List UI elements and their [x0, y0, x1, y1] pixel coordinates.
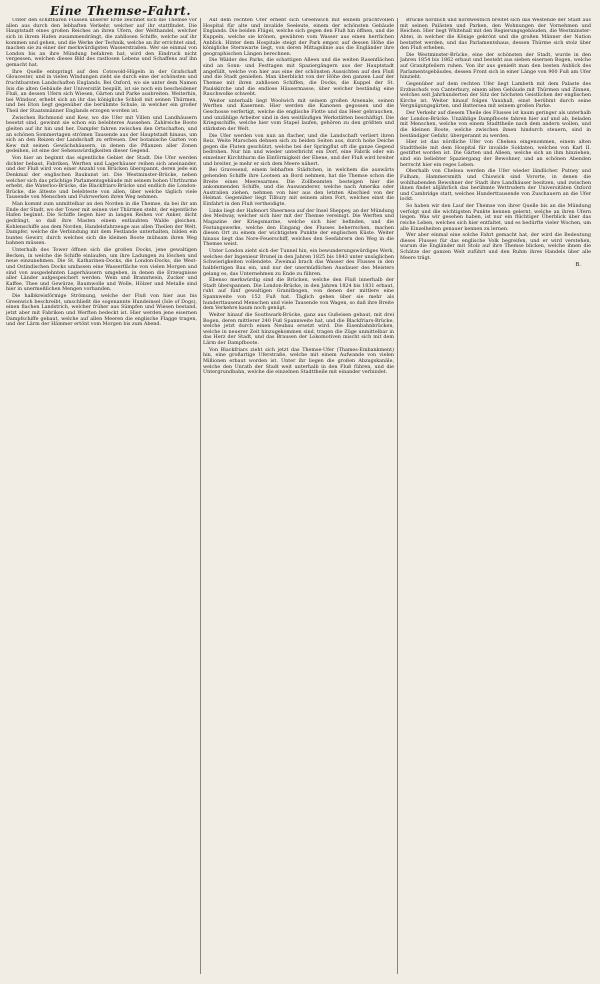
paragraph: Man kommt zum unmittelbar an den Norden in die Themse, da bei ihr am Ende der Stadt, wo der Tower mit seinen vier Thürmen steht, der eigentliche Hafen beginnt. Die Schiffe liegen hier in langen Reihen vor Anker, dicht gedrängt, so daß ihre Masten einem entlaubten Walde gleichen. Kohlenschiffe aus dem Norden, Handelsfahrzeuge aus allen Theilen der Welt, Dampfer, welche die Verbindung mit dem Festlande unterhalten, bilden ein buntes Gewirr, durch welches sich die kleinen Boote mühsam ihren Weg bahnen müssen. [6, 201, 197, 247]
paragraph: Die Wälder des Parks, die schattigen Alleen und die weiten Rasenflächen sind an Sonn- und Festtagen mit Spaziergängern aus der Hauptstadt angefüllt, welche von hier aus eine der schönsten Aussichten auf den Fluß und die Stadt genießen. Man überblickt von der Höhe den ganzen Lauf der Themse mit ihren zahllosen Schiffen, die Docks, die Kuppel der St. Paulskirche und die endlose Häusermasse, über welcher beständig eine Rauchwolke schwebt. [203, 57, 394, 98]
paragraph: Unterhalb des Tower öffnen sich die großen Docks, jene gewaltigen Becken, in welche die Schiffe einlaufen, um ihre Ladungen zu löschen und neue einzunehmen. Die St. Katharinen-Docks, die London-Docks, die West- und Ostindischen Docks umfassen eine Wasserfläche von vielen Morgen und sind von ausgedehnten Lagerhäusern umgeben, in denen die Erzeugnisse aller Länder aufgespeichert werden. Wein und Branntwein, Zucker und Kaffee, Thee und Gewürze, Baumwolle und Wolle, Hölzer und Metalle sind hier in unermeßlichen Mengen vorhanden. [6, 247, 197, 293]
paragraph: Auf dem rechten Ufer erhebt sich Greenwich mit seinem prachtvollen Hospital für alte und invalide Seeleute, einem der schönsten Gebäude Englands. Die beiden Flügel, welche sich gegen den Fluß hin öffnen, und die Kuppeln, welche sie krönen, gewähren vom Wasser aus einen herrlichen Anblick. Hinter dem Hospitale steigt der Park empor, auf dessen Höhe die königliche Sternwarte liegt, von deren Mittagslinie aus die Engländer ihre geographischen Längen berechnen. [203, 18, 394, 57]
paragraph: Ebenso merkwürdig sind die Brücken, welche den Fluß innerhalb der Stadt überspannen. Die London-Brücke, in den Jahren 1824 bis 1831 erbaut, ruht auf fünf gewaltigen Granitbogen, von denen der mittlere eine Spannweite von 152 Fuß hat. Täglich gehen über sie mehr als hunderttausend Menschen und viele Tausende von Wagen, so daß ihre Breite dem Verkehre kaum noch genügt. [203, 277, 394, 312]
paragraph: Die halbkreisförmige Strömung, welche der Fluß von hier aus bis Greenwich beschreibt, umschließt die sogenannte Hundeinsel (Isle of Dogs), einen flachen Landstrich, welcher früher aus Sümpfen und Wiesen bestand, jetzt aber mit Fabriken und Werften bedeckt ist. Hier werden jene eisernen Dampfschiffe gebaut, welche auf allen Meeren die englische Flagge tragen, und der Lärm der Hämmer ertönt vom Morgen bis zum Abend. [6, 293, 197, 328]
text-column-2 [203, 18, 394, 974]
text-column-1 [6, 18, 197, 974]
paragraph: So haben wir den Lauf der Themse von ihrer Quelle bis an die Mündung verfolgt und die wichtigsten Punkte kennen gelernt, welche an ihren Ufern liegen. Was wir gesehen haben, ist nur ein flüchtiger Überblick über das reiche Leben, welches sich hier entfaltet, und es bedürfte vieler Wochen, um alle Einzelheiten genauer kennen zu lernen. [400, 203, 591, 232]
paragraph: Bei Gravesend, einem lebhaften Städtchen, in welchem die auswärts gehenden Schiffe ihre Lootsen an Bord nehmen, hat die Themse schon die Breite eines Meeresarmes. Die Zollbeamten besteigen hier die ankommenden Schiffe, und die Auswanderer, welche nach Amerika oder Australien ziehen, nehmen von hier aus den letzten Abschied von der Heimat. Gegenüber liegt Tilbury mit seinem alten Fort, welches einst die Einfahrt in den Fluß vertheidigte. [203, 167, 394, 207]
paragraph: Unter den schiffbaren Flüssen unserer Erde zeichnet sich die Themse vor allen aus durch den lebhaften Verkehr, welcher auf ihr stattfindet. Die Hauptstadt eines großen Reiches an ihren Ufern, der Welthandel, welcher sich in ihrem Hafen zusammendrängt, die zahllosen Schiffe, welche auf ihr kommen und gehen, und die Werke der Technik, welche an ihr errichtet sind, machen sie zu einer der merkwürdigsten Wasserstraßen. Wer sie einmal von London bis an ihre Mündung befahren hat, wird den Eindruck nicht vergessen, welchen dieses Bild des rastlosen Lebens und Schaffens auf ihn gemacht hat. [6, 18, 197, 68]
paragraph: Von hier an beginnt das eigentliche Gebiet der Stadt. Die Ufer werden dichter bebaut, Fabriken, Werften und Lagerhäuser reihen sich aneinander, und der Fluß wird von einer Anzahl von Brücken überspannt, deren jede ein Denkmal der englischen Baukunst ist. Die Westminster-Brücke, neben welcher sich das prächtige Parlamentsgebäude mit seinem hohen Uhrthurme erhebt, die Waterloo-Brücke, die Blackfriars-Brücke und endlich die London-Brücke, die älteste und belebteste von allen, über welche täglich viele Tausende von Menschen und Fuhrwerken ihren Weg nehmen. [6, 155, 197, 201]
text-column-3 [400, 18, 591, 974]
paragraph: Die Ufer werden von nun an flacher, und die Landschaft verliert ihren Reiz. Weite Marschen dehnen sich zu beiden Seiten aus, durch hohe Deiche gegen die Fluten geschützt, welche bei der Springflut oft die ganze Gegend bedrohen. Nur hin und wieder unterbricht ein Dorf, eine Fabrik oder ein einzelner Kirchthurm die Einförmigkeit der Ebene, und der Fluß wird breiter und breiter, je mehr er sich dem Meere nähert. [203, 132, 394, 167]
paragraph: Weiter hinauf die Southwark-Brücke, ganz aus Gußeisen gebaut, mit drei Bogen, deren mittlerer 240 Fuß Spannweite hat, und die Blackfriars-Brücke, welche jetzt durch einen Neubau ersetzt wird. Die Eisenbahnbrücken, welche in neuerer Zeit hinzugekommen sind, tragen die Züge unmittelbar in das Herz der Stadt, und das Brausen der Lokomotiven mischt sich mit dem Lärm der Dampfboote. [203, 311, 394, 346]
paragraph: Die Westminster-Brücke, eine der schönsten der Stadt, wurde in den Jahren 1854 bis 1862 erbaut und besteht aus sieben eisernen Bogen, welche auf Granitpfeilern ruhen. Von ihr aus genießt man den besten Anblick des Parlamentsgebäudes, dessen Front sich in einer Länge von 900 Fuß am Ufer hinzieht. [400, 51, 591, 81]
paragraph: Oberhalb von Chelsea werden die Ufer wieder ländlicher. Putney und Fulham, Hammersmith und Chiswick sind Vororte, in denen die wohlhabenden Bewohner der Stadt ihre Landhäuser besitzen, und zwischen ihnen findet alljährlich das berühmte Wettrudern der Universitäten Oxford und Cambridge statt, welches Hunderttausende von Zuschauern an die Ufer lockt. [400, 168, 591, 203]
paragraph: Von Blackfriars zieht sich jetzt das Themse-Ufer (Thames-Embankment) hin, eine großartige Uferstraße, welche mit einem Aufwande von vielen Millionen erbaut worden ist. Unter ihr liegen die großen Abzugskanäle, welche den Unrath der Stadt weit unterhalb in den Fluß führen, und die Untergrundbahn, welche die einzelnen Stadttheile mit einander verbindet. [203, 346, 394, 376]
paragraph: Zwischen Richmond und Kew, wo die Ufer mit Villen und Landhäusern besetzt sind, gewinnt sie schon ein belebteres Aussehen. Zahlreiche Boote gleiten auf ihr hin und her, Dampfer fahren zwischen den Ortschaften, und an schönen Sommertagen strömen Tausende aus der Hauptstadt hinaus, um sich an den Reizen der Landschaft zu erfreuen. Der botanische Garten von Kew mit seinen Gewächshäusern, in denen die Pflanzen aller Zonen gedeihen, ist eine der Sehenswürdigkeiten dieser Gegend. [6, 114, 197, 155]
article-body [6, 18, 594, 974]
column-divider [397, 18, 398, 974]
paragraph: Ihre Quelle entspringt auf den Cotswold-Hügeln in der Grafschaft Gloucester, und in vielen Windungen zieht sie durch eine der schönsten und fruchtbarsten Landschaften Englands. Bei Oxford, wo sie unter dem Namen Isis die alten Gebäude der Universität bespült, ist sie noch ein bescheidener Fluß, an dessen Ufern sich Wiesen, Gärten und Parke ausbreiten. Weiterhin, bei Windsor, erhebt sich an ihr das königliche Schloß mit seinen Thürmen, und bei Eton liegt gegenüber die berühmte Schule, in welcher ein großer Theil der Staatsmänner Englands erzogen worden ist. [6, 68, 197, 114]
article-title: Eine Themse-Fahrt. [50, 4, 192, 18]
paragraph: Brücke nördlich und nordwestlich breitet sich das Westende der Stadt aus mit seinen Palästen und Parken, den Wohnungen der Vornehmen und Reichen. Hier liegt Whitehall mit den Regierungsgebäuden, die Westminster-Abtei, in welcher die Könige gekrönt und die großen Männer der Nation bestattet werden, und das Parlamentshaus, dessen Thürme sich stolz über den Fluß erheben. [400, 18, 591, 52]
paragraph: Unter London zieht sich der Tunnel hin, ein bewunderungswürdiges Werk, welches der Ingenieur Brunel in den Jahren 1825 bis 1843 unter unsäglichen Schwierigkeiten vollendete. Zweimal brach das Wasser des Flusses in den halbfertigen Bau ein, und nur der unermüdlichen Ausdauer des Meisters gelang es, das Unternehmen zu Ende zu führen. [203, 248, 394, 277]
paragraph: Links liegt der Hafenort Sheerness auf der Insel Sheppey, an der Mündung des Medway, welcher sich hier mit der Themse vereinigt. Die Werften und Magazine der Kriegsmarine, welche sich hier befinden, und die Festungswerke, welche den Eingang des Flusses beherrschen, machen diesen Ort zu einem der wichtigsten Punkte der englischen Küste. Weiter hinaus liegt das Nore-Feuerschiff, welches den Seefahrern den Weg in die Themse weist. [203, 207, 394, 248]
paragraph: Wer aber einmal eine solche Fahrt gemacht hat, der wird die Bedeutung dieses Flusses für das englische Volk begreifen, und er wird verstehen, warum die Engländer mit Stolz auf ihre Themse blicken, welche ihnen die Schätze der ganzen Welt zuführt und den Ruhm ihres Handels über alle Meere trägt. [400, 232, 591, 261]
paragraph: Der Verkehr auf diesem Theile des Flusses ist kaum geringer als unterhalb der London-Brücke. Unzählige Dampfboote fahren hier auf und ab, beladen mit Menschen, welche von einem Stadttheile nach dem andern wollen, und die kleinen Boote, welche zwischen ihnen hindurch steuern, sind in beständiger Gefahr, übergerannt zu werden. [400, 110, 591, 139]
paragraph: Hier ist das nördliche Ufer von Chelsea eingenommen, einem alten Stadttheile mit dem Hospital für invalide Soldaten, welches von Karl II. gestiftet worden ist. Die Gärten und Alleen, welche sich an ihm hinziehen, sind ein beliebter Spaziergang der Bewohner, und an schönen Abenden herrscht hier ein reges Leben. [400, 139, 591, 168]
column-divider [200, 18, 201, 974]
paragraph: Gegenüber auf dem rechten Ufer liegt Lambeth mit dem Palaste des Erzbischofs von Canterbury, einem alten Gebäude mit Thürmen und Zinnen, welches seit Jahrhunderten der Sitz der höchsten Geistlichen der englischen Kirche ist. Weiter hinauf folgen Vauxhall, einst berühmt durch seine Vergnügungsgärten, und Battersea mit seinem großen Parke. [400, 80, 591, 110]
author-signature: B. [575, 262, 581, 269]
paragraph: Weiter unterhalb liegt Woolwich mit seinem großen Arsenale, seinen Werften und Kasernen. Hier werden die Kanonen gegossen und die Geschosse verfertigt, welche die englische Flotte und das Heer gebrauchen, und unzählige Arbeiter sind in den weitläufigen Werkstätten beschäftigt. Die Kriegsschiffe, welche hier vom Stapel laufen, gehören zu den größten und stärksten der Welt. [203, 97, 394, 132]
